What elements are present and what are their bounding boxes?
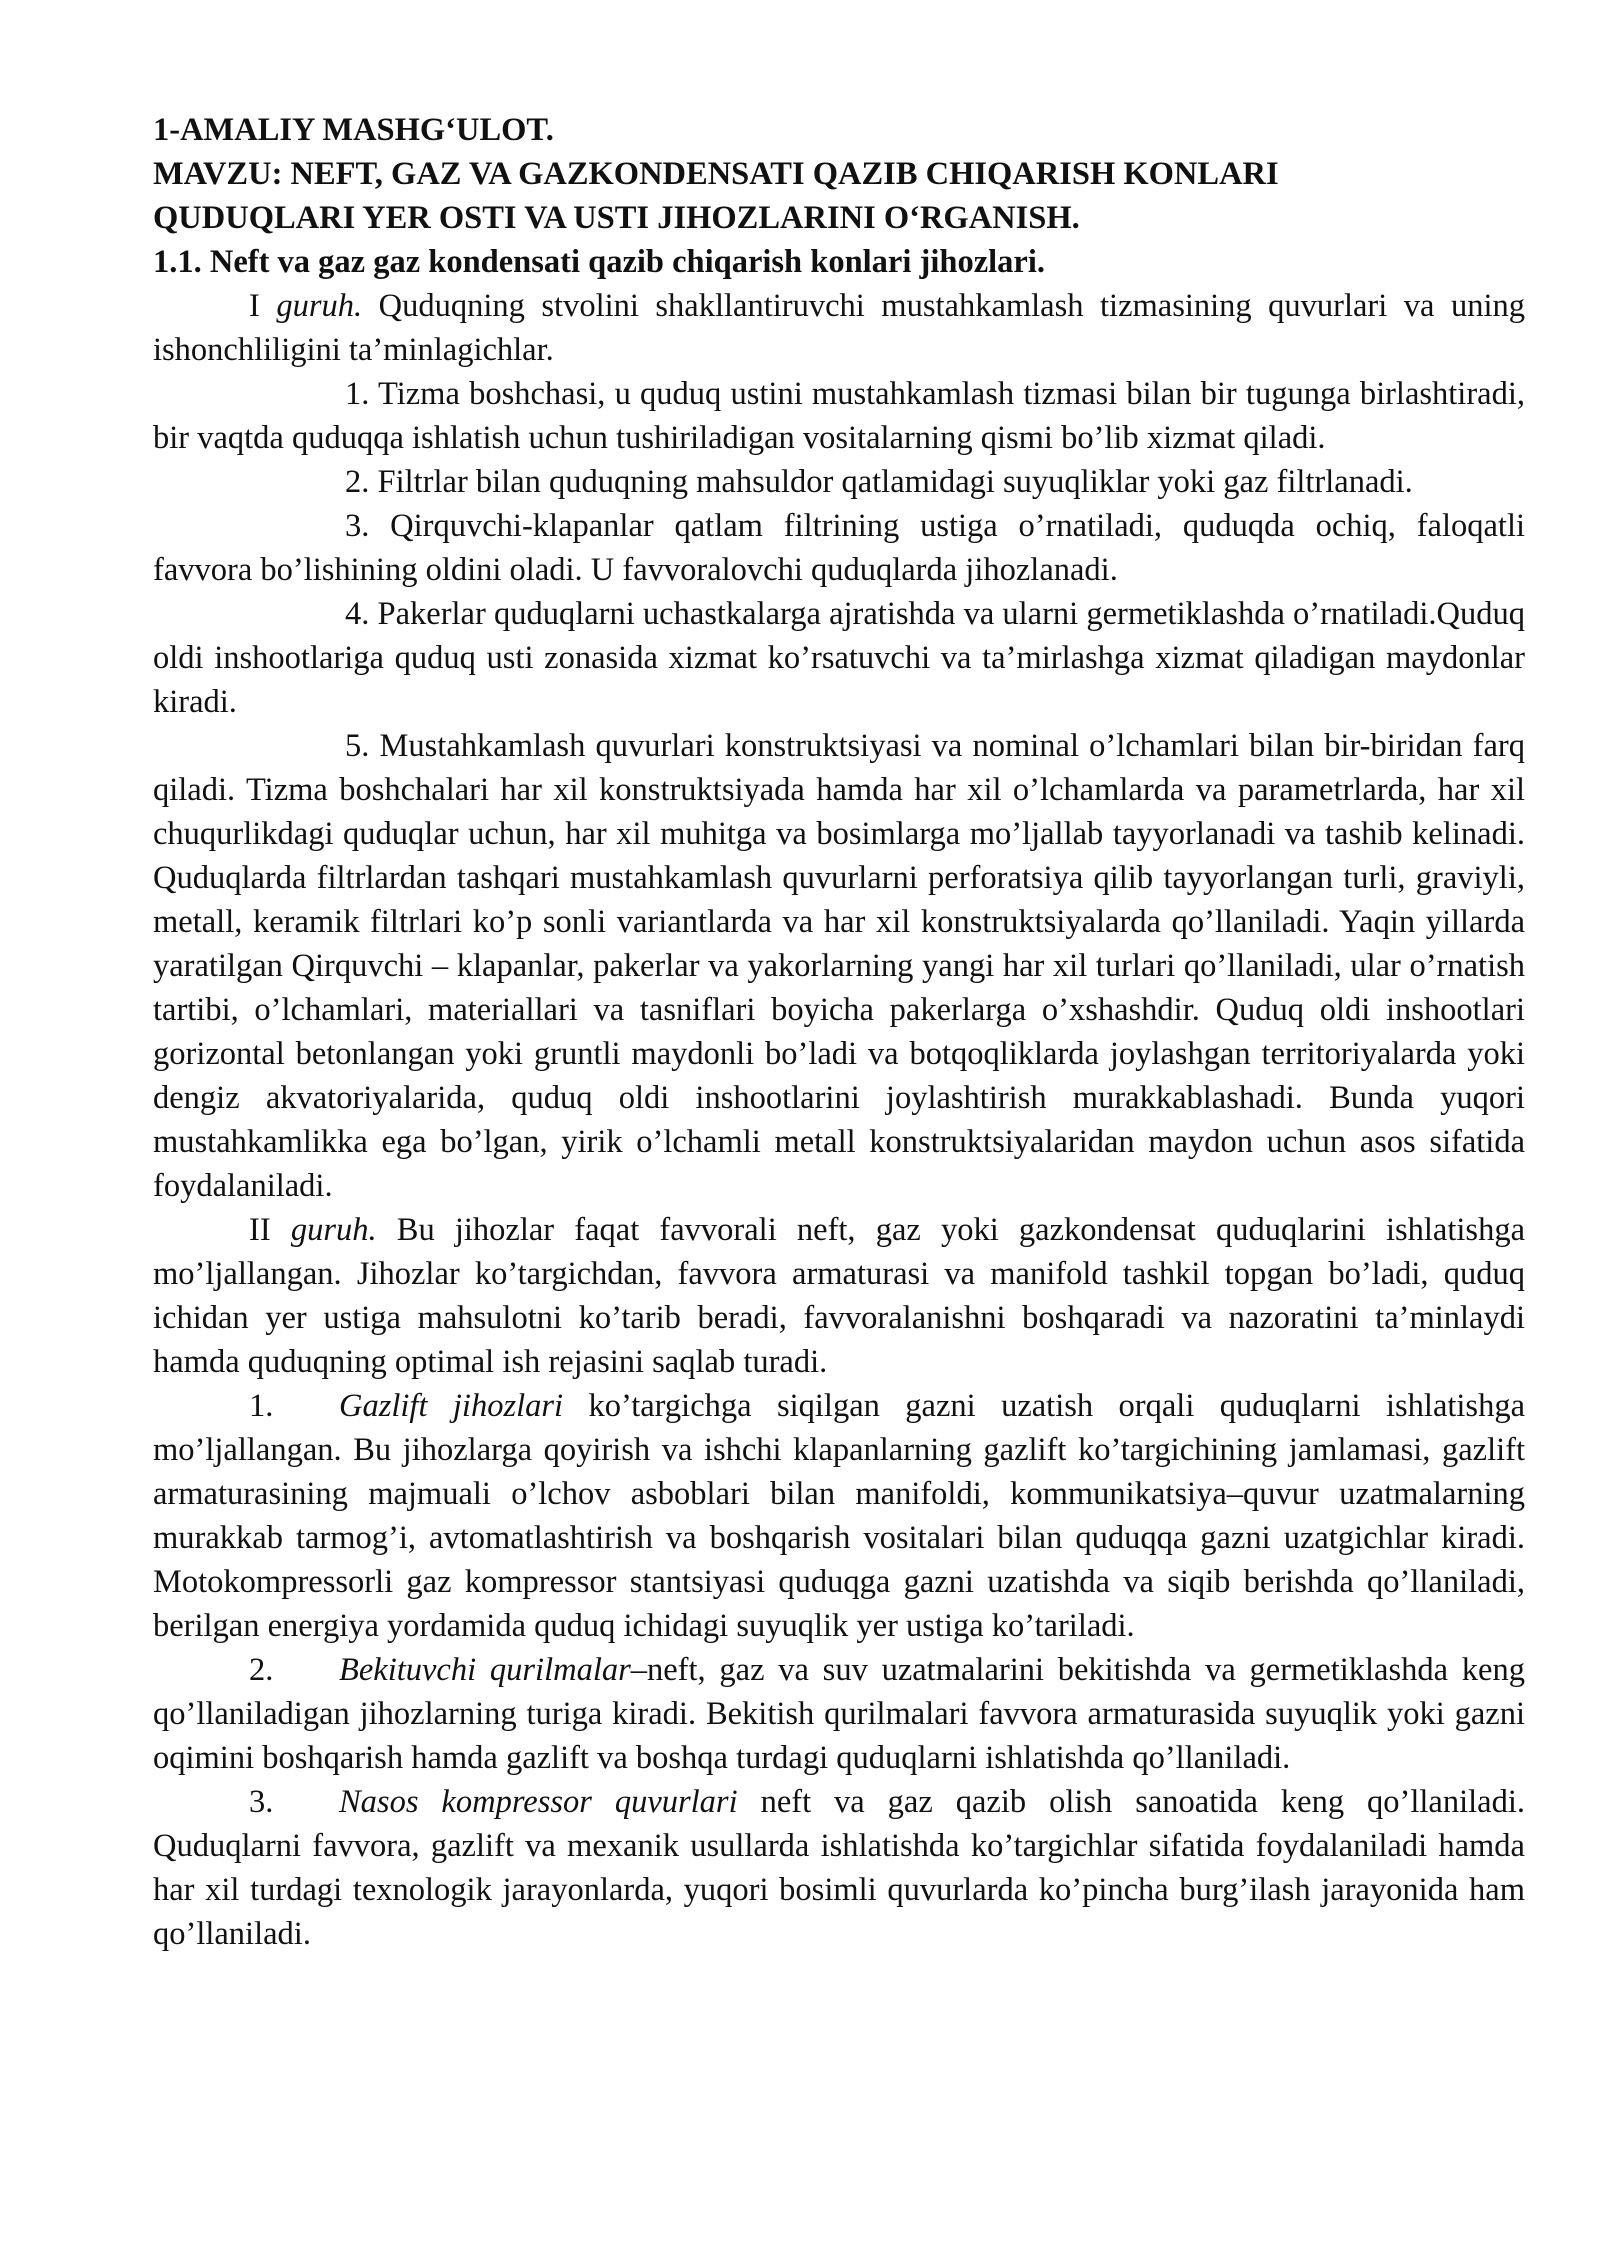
list-item-text: Pakerlar quduqlarni uchastkalarga ajratishda va ularni germetiklashda o’rnatiladi.Quduq oldi inshootlariga quduq usti zonasida xizmat ko’rsatuvchi va ta’mirlashga xizmat qiladigan maydonlar kiradi.: [153, 596, 1525, 720]
list-item: [153, 592, 1525, 724]
list-item: [153, 1648, 1525, 1780]
group-1-section: [153, 284, 1525, 1208]
list-item-text: Qirquvchi-klapanlar qatlam filtrining ustiga o’rnatiladi, quduqda ochiq, faloqatli favvora bo’lishining oldini oladi. U favvoralovchi quduqlarda jihozlanadi.: [153, 508, 1525, 588]
list-item-text: Filtrlar bilan quduqning mahsuldor qatlamidagi suyuqliklar yoki gaz filtrlanadi.: [369, 464, 1413, 500]
list-item: [153, 372, 1525, 460]
group-1-intro-text: Quduqning stvolini shakllantiruvchi mustahkamlash tizmasining quvurlari va uning ishonchliligini ta’minlagichlar.: [153, 288, 1526, 368]
list-item-number: 3.: [249, 1784, 274, 1820]
group-2-section: [153, 1208, 1525, 1956]
list-item-number: 4.: [345, 596, 370, 632]
list-item-number: 5.: [345, 728, 370, 764]
group-2-label: guruh.: [290, 1212, 377, 1248]
list-item: [153, 1780, 1525, 1956]
group-1-prefix: I: [249, 288, 277, 324]
list-item: [153, 724, 1525, 1208]
group-2-intro: [153, 1208, 1525, 1384]
list-item-term: Nasos kompressor quvurlari: [339, 1784, 738, 1820]
list-item-number: 2.: [249, 1652, 274, 1688]
group-2-prefix: II: [249, 1212, 291, 1248]
list-item: [153, 504, 1525, 592]
list-item-number: 1.: [345, 376, 370, 412]
list-item-text: Tizma boshchasi, u quduq ustini mustahkamlash tizmasi bilan bir tugunga birlashtiradi, bir vaqtda quduqqa ishlatish uchun tushiriladigan vositalarning qismi bo’lib xizmat qiladi.: [153, 376, 1525, 456]
list-item-text: neft va gaz qazib olish sanoatida keng qo’llaniladi. Quduqlarni favvora, gazlift va mexanik usullarda ishlatishda ko’targichlar sifatida foydalaniladi hamda har xil turdagi texnologik jarayonlarda, yuqori bosimli quvurlarda ko’pincha burg’ilash jarayonida ham qo’llaniladi.: [153, 1784, 1525, 1952]
section-heading: 1.1. Neft va gaz gaz kondensati qazib chiqarish konlari jihozlari.: [153, 244, 1045, 280]
list-item-text: Mustahkamlash quvurlari konstruktsiyasi va nominal o’lchamlari bilan bir-biridan farq qiladi. Tizma boshchalari har xil konstruktsiyada hamda har xil o’lchamlarda va parametrlarda, har xil chuqurlikdagi quduqlar uchun, har xil muhitga va bosimlarga mo’ljallab tayyorlanadi va tashib kelinadi. Quduqlarda filtrlardan tashqari mustahkamlash quvurlarni perforatsiya qilib tayyorlangan turli, graviyli, metall, keramik filtrlari ko’p sonli variantlarda va har xil konstruktsiyalarda qo’llaniladi. Yaqin yillarda yaratilgan Qirquvchi – klapanlar, pakerlar va yakorlarning yangi har xil turlari qo’llaniladi, ular o’rnatish tartibi, o’lchamlari, materiallari va tasniflari boyicha pakerlarga o’xshashdir. Quduq oldi inshootlari gorizontal betonlangan yoki gruntli maydonli bo’ladi va botqoqliklarda joylashgan territoriyalarda yoki dengiz akvatoriyalarida, quduq oldi inshootlarini joylashtirish murakkablashadi. Bunda yuqori mustahkamlikka ega bo’lgan, yirik o’lchamli metall konstruktsiyalaridan maydon uchun asos sifatida foydalaniladi.: [153, 728, 1525, 1204]
list-item-term: Bekituvchi qurilmalar–: [339, 1652, 647, 1688]
document-page: [153, 108, 1525, 1956]
list-item: [153, 460, 1525, 504]
list-item-number: 2.: [345, 464, 370, 500]
group-2-intro-text: Bu jihozlar faqat favvorali neft, gaz yoki gazkondensat quduqlarini ishlatishga mo’ljallangan. Jihozlar ko’targichdan, favvora armaturasi va manifold tashkil topgan bo’ladi, quduq ichidan yer ustiga mahsulotni ko’tarib beradi, favvoralanishni boshqaradi va nazoratini ta’minlaydi hamda quduqning optimal ish rejasini saqlab turadi.: [153, 1212, 1525, 1380]
list-item-number: 1.: [249, 1388, 274, 1424]
list-item-text: neft, gaz va suv uzatmalarini bekitishda va germetiklashda keng qo’llaniladigan jihozlarning turiga kiradi. Bekitish qurilmalari favvora armaturasida suyuqlik yoki gazni oqimini boshqarish hamda gazlift va boshqa turdagi quduqlarni ishlatishda qo’llaniladi.: [153, 1652, 1525, 1776]
group-1-label: guruh.: [276, 288, 363, 324]
document-header: [153, 108, 1525, 284]
group-1-intro: [153, 284, 1525, 372]
topic-title-line-1: MAVZU: NEFT, GAZ VA GAZKONDENSATI QAZIB CHIQARISH KONLARI: [153, 156, 1279, 192]
list-item-number: 3.: [345, 508, 370, 544]
list-item-term: Gazlift jihozlari: [339, 1388, 564, 1424]
list-item-text: ko’targichga siqilgan gazni uzatish orqali quduqlarni ishlatishga mo’ljallangan. Bu jihozlarga qoyirish va ishchi klapanlarning gazlift ko’targichining jamlamasi, gazlift armaturasining majmuali o’lchov asboblari bilan manifoldi, kommunikatsiya–quvur uzatmalarning murakkab tarmog’i, avtomatlashtirish va boshqarish vositalari bilan quduqqa gazni uzatgichlar kiradi. Motokompressorli gaz kompressor stantsiyasi quduqga gazni uzatishda va siqib berishda qo’llaniladi, berilgan energiya yordamida quduq ichidagi suyuqlik yer ustiga ko’tariladi.: [153, 1388, 1526, 1644]
lesson-title: 1-AMALIY MASHG‘ULOT.: [153, 112, 554, 148]
topic-title-line-2: QUDUQLARI YER OSTI VA USTI JIHOZLARINI O‘RGANISH.: [153, 200, 1080, 236]
list-item: [153, 1384, 1525, 1648]
